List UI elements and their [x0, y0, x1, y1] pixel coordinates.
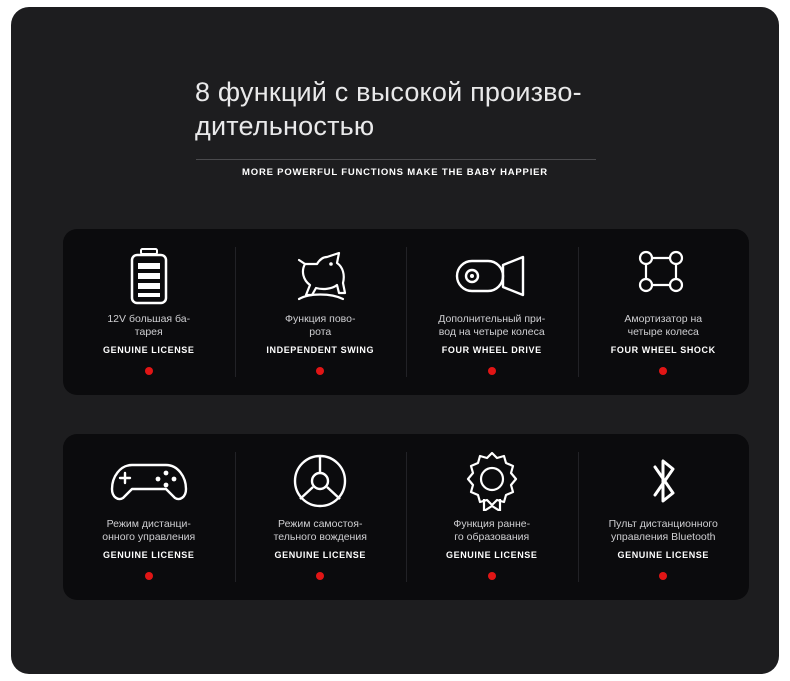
feature-title: [430, 313, 554, 339]
feature-caption: GENUINE LICENSE: [445, 550, 538, 560]
feature-title: [87, 518, 211, 544]
feature-caption: FOUR WHEEL DRIVE: [441, 345, 542, 355]
steering-wheel-icon: [291, 450, 349, 512]
feature-title-line-1: Амортизатор на: [624, 313, 703, 325]
feature-cell[interactable]: [578, 229, 750, 395]
status-dot: [488, 367, 496, 375]
feature-cell[interactable]: [63, 229, 235, 395]
feature-title-line-2: тельного вождения: [273, 531, 367, 543]
feature-title-line-1: Функция пово-: [285, 313, 356, 325]
feature-cell[interactable]: [406, 229, 578, 395]
page-title-line-2: дительностью: [195, 111, 375, 141]
feature-cell[interactable]: [235, 434, 407, 600]
feature-title: [87, 313, 211, 339]
feature-title: [601, 313, 725, 339]
feature-caption: FOUR WHEEL SHOCK: [610, 345, 716, 355]
status-dot: [659, 367, 667, 375]
rocking-horse-icon: [287, 245, 353, 307]
features-row-2: [63, 434, 749, 600]
status-dot: [316, 367, 324, 375]
dark-panel: [11, 7, 779, 674]
title-divider: [196, 159, 596, 160]
feature-title-line-1: Функция ранне-: [453, 518, 531, 530]
feature-title: [601, 518, 725, 544]
motor-drive-icon: [453, 245, 531, 307]
award-medal-icon: [464, 450, 520, 512]
bluetooth-icon: [643, 450, 683, 512]
shock-absorber-icon: [632, 245, 694, 307]
feature-title-line-1: Режим дистанци-: [106, 518, 191, 530]
feature-title-line-1: 12V большая ба-: [107, 313, 191, 325]
feature-title-line-2: управления Bluetooth: [610, 531, 716, 543]
feature-cell[interactable]: [578, 434, 750, 600]
feature-cell[interactable]: [406, 434, 578, 600]
page-title-line-1: 8 функций с высокой произво-: [195, 77, 582, 107]
feature-caption: GENUINE LICENSE: [102, 345, 195, 355]
feature-title: [258, 518, 382, 544]
feature-title: [430, 518, 554, 544]
feature-title-line-2: онного управления: [102, 531, 196, 543]
status-dot: [488, 572, 496, 580]
feature-cell[interactable]: [63, 434, 235, 600]
feature-title-line-2: четыре колеса: [627, 326, 699, 338]
page-title: [11, 75, 779, 143]
status-dot: [316, 572, 324, 580]
feature-caption: INDEPENDENT SWING: [266, 345, 375, 355]
feature-title-line-2: вод на четыре колеса: [438, 326, 545, 338]
battery-icon: [126, 245, 172, 307]
feature-title-line-1: Режим самостоя-: [278, 518, 363, 530]
features-row-1: [63, 229, 749, 395]
feature-title-line-2: тарея: [134, 326, 163, 338]
status-dot: [145, 572, 153, 580]
gamepad-icon: [108, 450, 190, 512]
status-dot: [659, 572, 667, 580]
feature-title-line-2: го образования: [454, 531, 530, 543]
feature-title: [258, 313, 382, 339]
feature-caption: GENUINE LICENSE: [102, 550, 195, 560]
feature-cell[interactable]: [235, 229, 407, 395]
feature-title-line-1: Дополнительный при-: [438, 313, 546, 325]
page-subtitle: MORE POWERFUL FUNCTIONS MAKE THE BABY HAPPIER: [242, 167, 548, 178]
status-dot: [145, 367, 153, 375]
feature-caption: GENUINE LICENSE: [617, 550, 709, 560]
feature-caption: GENUINE LICENSE: [274, 550, 366, 560]
feature-title-line-1: Пульт дистанционного: [608, 518, 718, 530]
feature-title-line-2: рота: [309, 326, 332, 338]
